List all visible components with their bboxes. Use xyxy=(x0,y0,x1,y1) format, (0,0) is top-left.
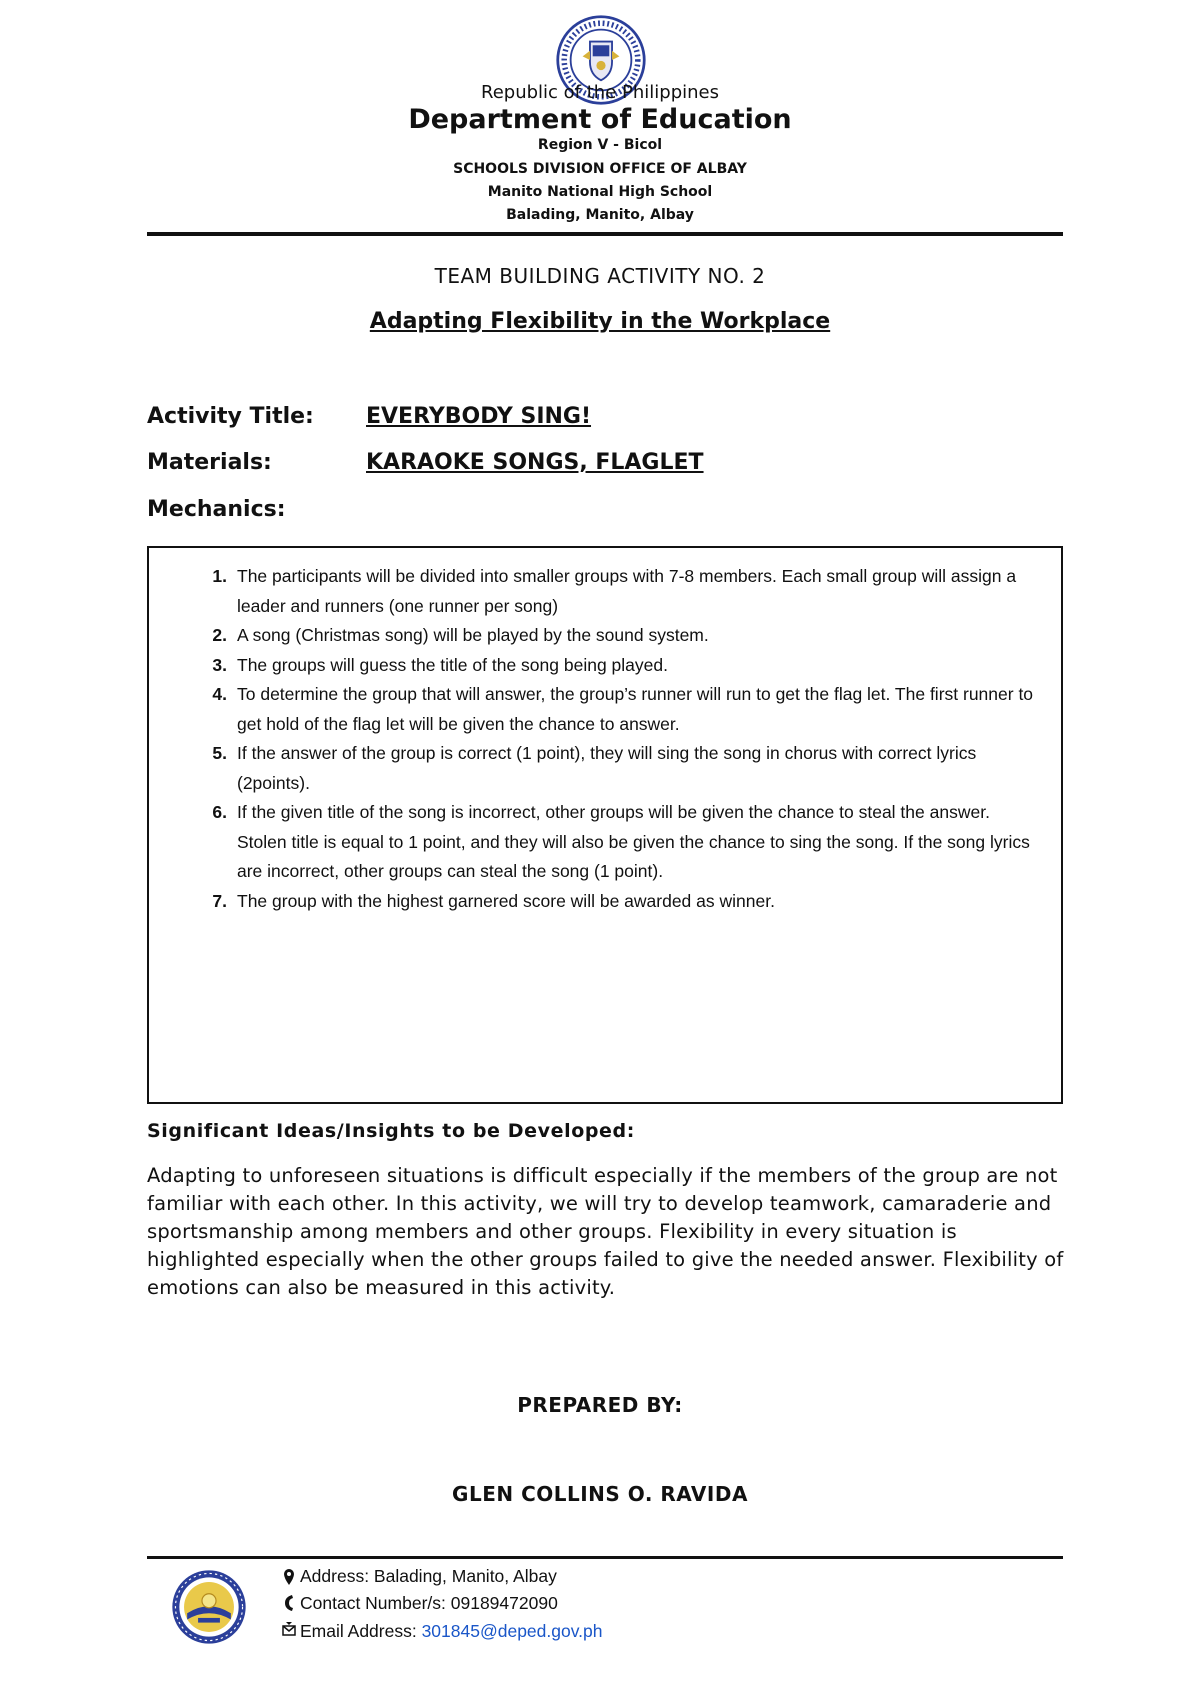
location-pin-icon xyxy=(282,1568,296,1590)
item-number: 6. xyxy=(212,802,227,822)
list-item xyxy=(212,887,1043,917)
school-seal-icon xyxy=(170,1568,248,1646)
preparer-name: GLEN COLLINS O. RAVIDA xyxy=(452,1482,748,1506)
region-line: Region V - Bicol xyxy=(537,137,663,153)
list-item xyxy=(212,621,1043,651)
republic-line: Republic of the Philippines xyxy=(481,82,719,103)
item-text: A song (Christmas song) will be played by the sound system. xyxy=(237,625,709,645)
item-text: To determine the group that will answer, the group’s runner will run to get the flag let. The first runner to get hold of the flag let will be given the chance to answer. xyxy=(237,684,1034,734)
list-item xyxy=(212,680,1043,739)
mechanics-label: Mechanics: xyxy=(147,497,286,522)
list-item xyxy=(212,739,1043,798)
mechanics-box xyxy=(147,546,1063,1104)
item-number: 1. xyxy=(212,566,227,586)
item-text: If the answer of the group is correct (1 point), they will sing the song in chorus with correct lyrics (2points). xyxy=(237,743,977,793)
school-location: Balading, Manito, Albay xyxy=(506,207,694,223)
list-item xyxy=(212,651,1043,681)
footer-divider xyxy=(147,1556,1063,1559)
email-link[interactable]: 301845@deped.gov.ph xyxy=(421,1621,603,1641)
activity-title-label: Activity Title: xyxy=(147,404,314,429)
insights-body: Adapting to unforeseen situations is difficult especially if the members of the group are not familiar with each other. In this activity, we will try to develop teamwork, camaraderie and sportsmanship among members and other groups. Flexibility in every situation is highlighted especially when the other groups failed to give the needed answer. Flexibility of emotions can also be measured in this activity. xyxy=(147,1164,1064,1299)
list-item xyxy=(212,562,1043,621)
item-number: 7. xyxy=(212,890,227,911)
item-text: The group with the highest garnered score will be awarded as winner. xyxy=(237,890,775,911)
footer-email xyxy=(300,1621,603,1642)
item-text: The groups will guess the title of the song being played. xyxy=(237,654,668,675)
department-title: Department of Education xyxy=(408,104,792,135)
item-number: 5. xyxy=(212,743,227,763)
materials-label: Materials: xyxy=(147,450,272,475)
header-divider xyxy=(147,232,1063,236)
item-number: 2. xyxy=(212,625,227,645)
phone-icon xyxy=(282,1594,296,1616)
list-item xyxy=(212,798,1043,887)
insights-title: Significant Ideas/Insights to be Developed: xyxy=(147,1120,635,1142)
mechanics-list xyxy=(149,562,1061,916)
email-label: Email Address: xyxy=(300,1621,422,1641)
mail-icon xyxy=(282,1621,296,1641)
materials-value: KARAOKE SONGS, FLAGLET xyxy=(366,450,704,475)
prepared-by-label: PREPARED BY: xyxy=(517,1393,683,1417)
activity-title-value: EVERYBODY SING! xyxy=(366,404,592,429)
footer-contact: Contact Number/s: 09189472090 xyxy=(300,1593,558,1613)
item-text: The participants will be divided into smaller groups with 7-8 members. Each small group will assign a leader and runners (one runner per song) xyxy=(237,566,1017,616)
division-line: SCHOOLS DIVISION OFFICE OF ALBAY xyxy=(453,161,747,177)
school-name: Manito National High School xyxy=(487,184,713,200)
activity-subtitle: Adapting Flexibility in the Workplace xyxy=(369,309,831,334)
item-number: 3. xyxy=(212,654,227,675)
item-text: If the given title of the song is incorrect, other groups will be given the chance to steal the answer. Stolen title is equal to 1 point, and they will also be given the chance to sing the song. If the song lyrics are incorrect, other groups can steal the song (1 point). xyxy=(237,802,1030,881)
item-number: 4. xyxy=(212,684,227,704)
activity-heading: TEAM BUILDING ACTIVITY NO. 2 xyxy=(434,264,766,288)
footer-address: Address: Balading, Manito, Albay xyxy=(300,1566,557,1586)
